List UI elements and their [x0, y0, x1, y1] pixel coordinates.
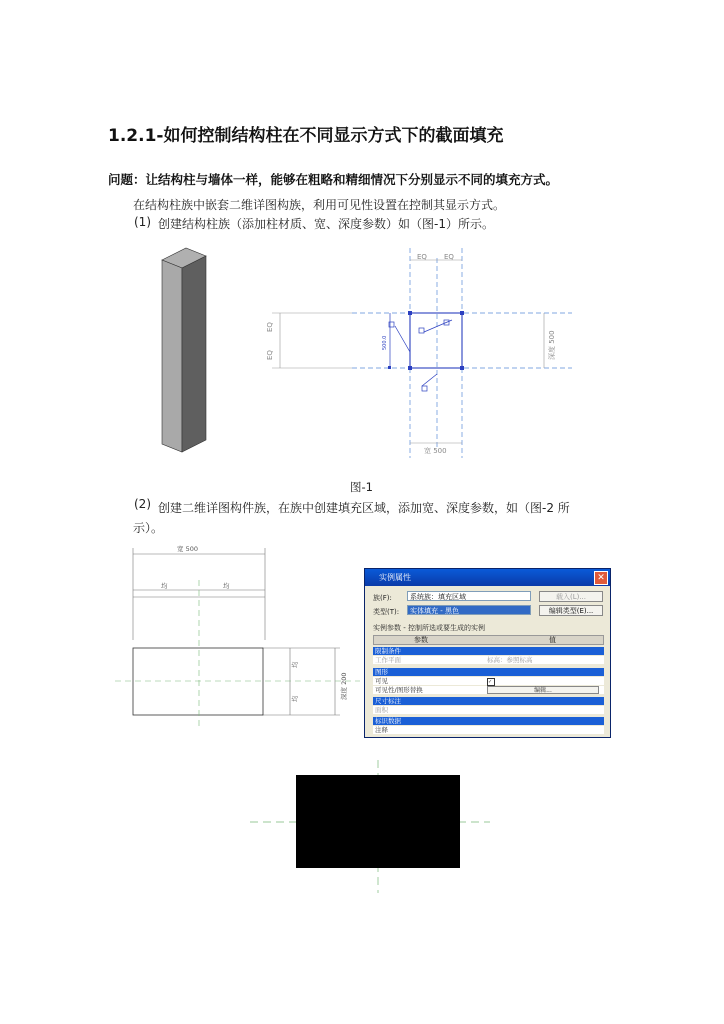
fig2-width-label: 宽 500 [177, 545, 198, 553]
row-workplane-label: 工作平面 [375, 656, 401, 664]
figure1-caption: 图-1 [350, 480, 373, 494]
dialog-title: 实例属性 [379, 573, 411, 582]
visible-checkbox[interactable]: ✓ [487, 678, 495, 686]
col-param-header: 参数 [414, 636, 428, 644]
group-graphics[interactable]: 图形 [373, 668, 604, 676]
group-dimensions[interactable]: 尺寸标注 [373, 697, 604, 705]
family-label: 族(F): [373, 594, 392, 602]
row-visible-label: 可见 [375, 677, 388, 685]
fig1-eq-top-left: EQ [417, 253, 427, 261]
row-comments: 注释 [373, 726, 604, 734]
fig2-eq-v-top: 均 [291, 661, 299, 668]
step1-number: (1) [134, 215, 151, 229]
fig1-inner-dim: 500.0 [382, 335, 388, 350]
question-text: 问题：让结构柱与墙体一样，能够在粗略和精细情况下分别显示不同的填充方式。 [108, 172, 559, 187]
fig1-depth-label: 深度 500 [548, 330, 556, 360]
edit-type-button[interactable]: 编辑类型(E)... [539, 605, 603, 616]
fig1-eq-left-bottom: EQ [266, 350, 274, 360]
group-identity[interactable]: 标识数据 [373, 717, 604, 725]
fig1-eq-top-right: EQ [444, 253, 454, 261]
figure2-detail-drawing [115, 540, 365, 740]
step2-text-line1: 创建二维详图构件族，在族中创建填充区域，添加宽、深度参数，如（图-2 所 [158, 501, 570, 515]
type-select[interactable]: 实体填充 - 黑色 [407, 605, 531, 615]
row-override [373, 686, 604, 694]
row-visible [373, 677, 604, 685]
step2-text-line2: 示）。 [133, 521, 164, 535]
column-3d-image [160, 246, 210, 456]
intro-paragraph: 在结构柱族中嵌套二维详图构族，利用可见性设置在控制其显示方式。 [133, 198, 506, 212]
figure1-plan-drawing [262, 248, 572, 463]
fig1-width-label: 宽 500 [424, 447, 447, 455]
fig1-eq-left-top: EQ [266, 322, 274, 332]
row-workplane-value: 标高：参照标高 [487, 656, 533, 664]
close-icon[interactable]: ✕ [594, 571, 608, 585]
fig2-eq-right: 均 [223, 582, 230, 590]
grid-header [373, 635, 604, 645]
step2-number: (2) [134, 497, 151, 511]
family-select[interactable]: 系统族：填充区域 [407, 591, 531, 601]
load-button[interactable]: 载入(L)... [539, 591, 603, 602]
row-workplane [373, 656, 604, 664]
type-label: 类型(T): [373, 608, 400, 616]
page-title: 1.2.1-如何控制结构柱在不同显示方式下的截面填充 [108, 126, 504, 146]
filled-region-preview [250, 760, 495, 895]
edit-button[interactable]: 编辑... [487, 686, 599, 694]
row-override-label: 可见性/图形替换 [375, 686, 423, 694]
group-constraints[interactable]: 限制条件 [373, 647, 604, 655]
fig2-eq-left: 均 [161, 582, 168, 590]
row-area: 面积 [373, 706, 604, 714]
step1-text: 创建结构柱族（添加柱材质、宽、深度参数）如（图-1）所示。 [158, 217, 494, 231]
fig2-depth-label: 深度 200 [340, 672, 348, 700]
fig2-eq-v-bottom: 均 [291, 695, 299, 702]
col-value-header: 值 [549, 636, 556, 644]
instance-properties-dialog [364, 568, 611, 738]
dialog-titlebar[interactable] [365, 569, 610, 586]
instance-params-label: 实例参数 - 控制所选或要生成的实例 [373, 624, 485, 632]
